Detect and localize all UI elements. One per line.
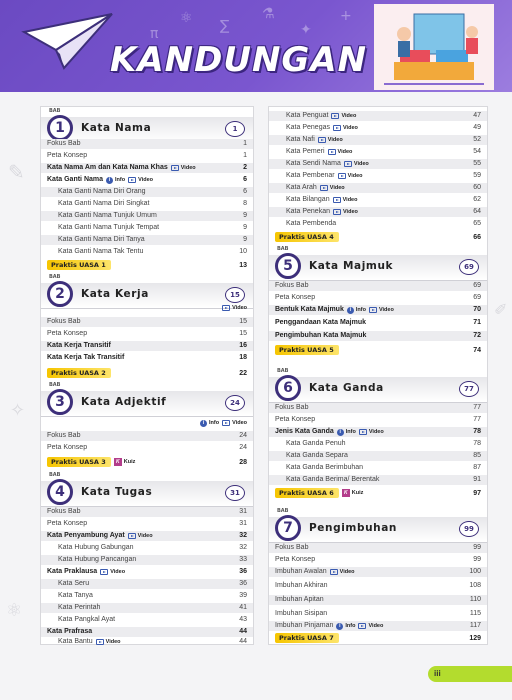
toc-entry[interactable]: Kata Ganti Nama Tunjuk Tempat 9 — [58, 224, 247, 231]
toc-entry[interactable]: Kata Ganti Nama Diri Tanya 9 — [41, 235, 253, 245]
video-tag[interactable]: Video — [333, 207, 358, 217]
bab-label: BAB — [277, 508, 289, 514]
toc-entry[interactable]: Kata Perintah 41 — [41, 603, 253, 613]
chapter-page: 1 — [225, 121, 245, 137]
chapter-title: Kata Ganda — [309, 382, 384, 394]
video-tag[interactable]: Video — [100, 567, 125, 577]
info-tag[interactable]: i Info — [106, 175, 125, 185]
praktis-row[interactable]: Praktis UASA 7 129 — [275, 632, 481, 644]
toc-entry[interactable]: Peta Konsep 1 — [47, 152, 247, 159]
chapter-number: 5 — [275, 253, 301, 279]
chapter-5-header[interactable] — [269, 246, 487, 283]
toc-entry[interactable]: Fokus Bab 77 — [269, 403, 487, 413]
star-doodle-icon: ✧ — [10, 400, 26, 421]
toc-entry[interactable]: Imbuhan Sisipan 115 — [275, 610, 481, 617]
video-tag[interactable]: Video — [369, 305, 394, 315]
toc-entry[interactable]: Kata Pemeri Video 54 — [286, 148, 481, 155]
video-icon — [96, 639, 104, 645]
bab-label: BAB — [277, 246, 289, 252]
chapter-title: Kata Tugas — [81, 486, 153, 498]
info-icon: i — [336, 623, 343, 630]
toc-entry[interactable]: Peta Konsep 31 — [47, 520, 247, 527]
video-icon — [359, 429, 367, 435]
pi-icon: π — [150, 26, 159, 42]
bab-label: BAB — [277, 368, 289, 374]
star-icon: ✦ — [300, 22, 312, 38]
toc-entry[interactable]: Kata Penekan Video 64 — [269, 207, 487, 217]
video-tag[interactable]: Video — [128, 175, 153, 185]
toc-entry[interactable]: Kata Pangkal Ayat 43 — [58, 616, 247, 623]
chapter-title: Pengimbuhan — [309, 522, 397, 534]
toc-entry[interactable]: Peta Konsep 24 — [47, 444, 247, 451]
info-tag[interactable]: i Info — [336, 621, 355, 631]
chapter-3-header[interactable] — [41, 382, 253, 419]
toc-entry[interactable]: Bentuk Kata Majmuk i Info Video 70 — [269, 305, 487, 315]
toc-entry[interactable]: Fokus Bab 15 — [41, 317, 253, 327]
toc-entry[interactable]: Kata Nama Am dan Kata Nama Khas Video 2 — [41, 163, 253, 173]
math-symbol-icon: ∑ — [220, 18, 230, 34]
video-icon — [318, 137, 326, 143]
video-tag[interactable]: Video — [344, 159, 369, 169]
toc-entry[interactable]: Kata Ganda Berima/ Berentak 91 — [269, 475, 487, 485]
chapter-6-header[interactable] — [269, 368, 487, 405]
video-icon — [171, 165, 179, 171]
chapter-number: 3 — [47, 389, 73, 415]
ruler-doodle-icon: ✐ — [494, 300, 508, 319]
toc-entry[interactable]: Kata Penyambung Ayat Video 32 — [41, 531, 253, 541]
video-tag[interactable]: Video — [222, 303, 247, 313]
toc-entry[interactable]: Kata Hubung Gabungan 32 — [58, 544, 247, 551]
toc-entry[interactable]: Kata Penguat Video 47 — [269, 111, 487, 121]
toc-entry[interactable]: Imbuhan Akhiran 108 — [275, 582, 481, 589]
video-tag[interactable]: Video — [338, 171, 363, 181]
chapter-page: 24 — [225, 395, 245, 411]
toc-entry[interactable]: Kata Kerja Tak Transitif 18 — [47, 354, 247, 361]
chapter-title: Kata Adjektif — [81, 396, 167, 408]
chapter-number: 7 — [275, 515, 301, 541]
toc-entry[interactable]: Kata Kerja Transitif 16 — [41, 341, 253, 351]
flask-icon: ⚗ — [262, 6, 275, 22]
video-icon — [100, 569, 108, 575]
praktis-row[interactable]: Praktis UASA 1 13 — [47, 259, 247, 271]
toc-entry[interactable]: Peta Konsep 15 — [47, 330, 247, 337]
atom-doodle-icon: ⚛ — [6, 600, 23, 621]
toc-entry[interactable]: Kata Ganti Nama Tunjuk Umum 9 — [41, 211, 253, 221]
chapter-media-row — [47, 303, 247, 313]
video-icon — [338, 173, 346, 179]
toc-entry[interactable]: Peta Konsep 77 — [275, 416, 481, 423]
toc-entry[interactable]: Kata Ganda Penuh 78 — [286, 440, 481, 447]
video-icon — [222, 305, 230, 311]
video-icon — [330, 569, 338, 575]
toc-entry[interactable]: Kata Penegas Video 49 — [286, 124, 481, 131]
video-tag[interactable]: Video — [222, 418, 247, 428]
toc-entry[interactable]: Fokus Bab 1 — [41, 139, 253, 149]
bab-label: BAB — [49, 108, 61, 114]
praktis-row[interactable]: Praktis UASA 3 K Kuiz 28 — [47, 456, 247, 468]
toc-entry[interactable]: Imbuhan Apitan 110 — [269, 595, 487, 605]
toc-entry[interactable]: Imbuhan Awalan Video 100 — [269, 567, 487, 577]
toc-entry[interactable]: Kata Nafi Video 52 — [269, 135, 487, 145]
video-tag[interactable]: Video — [328, 147, 353, 157]
praktis-row[interactable]: Praktis UASA 6 K Kuiz 97 — [275, 487, 481, 499]
video-icon — [369, 307, 377, 313]
bab-label: BAB — [49, 274, 61, 280]
contents-right-column — [268, 106, 488, 645]
video-tag[interactable]: Video — [320, 183, 345, 193]
toc-entry[interactable]: Fokus Bab 99 — [269, 543, 487, 553]
toc-entry[interactable]: Imbuhan Pinjaman i Info Video 117 — [269, 621, 487, 631]
kuiz-icon: K — [114, 458, 122, 466]
chapter-title: Kata Nama — [81, 122, 152, 134]
info-icon: i — [337, 429, 344, 436]
video-icon — [333, 197, 341, 203]
chapter-media-row — [47, 418, 247, 428]
toc-entry[interactable]: Kata Sendi Nama Video 55 — [269, 159, 487, 169]
video-tag[interactable]: Video — [333, 123, 358, 133]
info-icon: i — [106, 177, 113, 184]
toc-entry[interactable]: Kata Ganda Berimbuhan 87 — [286, 464, 481, 471]
toc-entry[interactable]: Kata Pembenda 65 — [286, 220, 481, 227]
video-icon — [128, 533, 136, 539]
toc-entry[interactable]: Penggandaan Kata Majmuk 71 — [275, 319, 481, 326]
info-tag[interactable]: i Info — [337, 427, 356, 437]
video-tag[interactable]: Video — [331, 111, 356, 121]
toc-entry[interactable]: Kata Ganti Nama Diri Orang 6 — [41, 187, 253, 197]
chapter-number: 6 — [275, 375, 301, 401]
chapter-page: 99 — [459, 521, 479, 537]
chapter-page: 69 — [459, 259, 479, 275]
kuiz-tag[interactable]: K Kuiz — [342, 489, 364, 497]
paper-plane-icon — [20, 10, 116, 76]
chapter-page: 31 — [225, 485, 245, 501]
video-icon — [333, 209, 341, 215]
video-icon — [333, 125, 341, 131]
toc-entry[interactable]: Fokus Bab 69 — [269, 281, 487, 291]
video-icon — [344, 161, 352, 167]
video-tag[interactable]: Video — [333, 195, 358, 205]
praktis-row[interactable]: Praktis UASA 2 22 — [47, 367, 247, 379]
video-icon — [328, 149, 336, 155]
chapter-page: 15 — [225, 287, 245, 303]
toc-entry[interactable]: Kata Arah Video 60 — [269, 183, 487, 193]
page-number: iii — [428, 666, 512, 682]
chapter-number: 4 — [47, 479, 73, 505]
toc-entry[interactable]: Fokus Bab 24 — [41, 431, 253, 441]
chapter-4-header[interactable] — [41, 472, 253, 509]
chapter-7-header[interactable] — [269, 508, 487, 545]
toc-entry[interactable]: Kata Prafrasa 44 — [41, 627, 253, 637]
chapter-page: 77 — [459, 381, 479, 397]
chapter-title: Kata Majmuk — [309, 260, 394, 272]
toc-entry[interactable]: Pengimbuhan Kata Majmuk 72 — [269, 331, 487, 341]
toc-entry[interactable]: Kata Ganti Nama i Info Video 6 — [47, 176, 247, 183]
kuiz-icon: K — [342, 489, 350, 497]
toc-entry[interactable]: Kata Ganda Separa 85 — [269, 451, 487, 461]
toc-entry[interactable]: Kata Praklausa Video 36 — [47, 568, 247, 575]
praktis-row[interactable]: Praktis UASA 5 74 — [275, 344, 481, 356]
toc-entry[interactable]: Kata Tanya 39 — [58, 592, 247, 599]
toc-entry[interactable]: Jenis Kata Ganda i Info Video 78 — [269, 427, 487, 437]
video-tag[interactable]: Video — [330, 567, 355, 577]
bab-label: BAB — [49, 472, 61, 478]
atom-icon: ⚛ — [180, 10, 193, 26]
info-tag[interactable]: i Info — [347, 305, 366, 315]
bab-label: BAB — [49, 382, 61, 388]
video-icon — [320, 185, 328, 191]
video-icon — [222, 420, 230, 426]
toc-entry[interactable]: Kata Pembenar Video 59 — [286, 172, 481, 179]
video-icon — [358, 623, 366, 629]
praktis-row[interactable]: Praktis UASA 4 66 — [275, 231, 481, 243]
toc-entry[interactable]: Kata Ganti Nama Diri Singkat 8 — [58, 200, 247, 207]
video-tag[interactable]: Video — [359, 427, 384, 437]
chapter-number: 1 — [47, 115, 73, 141]
toc-entry[interactable]: Peta Konsep 69 — [275, 294, 481, 301]
kuiz-tag[interactable]: K Kuiz — [114, 458, 136, 466]
info-icon: i — [200, 420, 207, 427]
toc-entry[interactable]: Fokus Bab 31 — [41, 507, 253, 517]
video-tag[interactable]: Video — [318, 135, 343, 145]
contents-left-column — [40, 106, 254, 645]
video-tag[interactable]: Video — [171, 163, 196, 173]
study-illustration-icon — [374, 4, 494, 90]
video-tag[interactable]: Video — [358, 621, 383, 631]
toc-entry[interactable]: Kata Ganti Nama Tak Tentu 10 — [58, 248, 247, 255]
toc-entry[interactable]: Kata Bilangan Video 62 — [286, 196, 481, 203]
pencil-doodle-icon: ✎ — [8, 160, 25, 184]
toc-entry[interactable]: Kata Hubung Pancangan 33 — [41, 555, 253, 565]
chapter-title: Kata Kerja — [81, 288, 149, 300]
info-icon: i — [347, 307, 354, 314]
video-tag[interactable]: Video — [128, 531, 153, 541]
toc-entry[interactable]: Peta Konsep 99 — [275, 556, 481, 563]
video-tag[interactable]: Video — [96, 637, 121, 647]
header-banner — [0, 0, 512, 92]
video-icon — [331, 113, 339, 119]
page-title: KANDUNGAN — [110, 40, 368, 80]
chapter-number: 2 — [47, 281, 73, 307]
video-icon — [128, 177, 136, 183]
plus-icon: + — [340, 8, 352, 24]
toc-entry[interactable]: Kata Seru 36 — [41, 579, 253, 589]
info-tag[interactable]: i Info — [200, 418, 219, 428]
toc-entry[interactable]: Kata Bantu Video 44 — [58, 638, 247, 645]
